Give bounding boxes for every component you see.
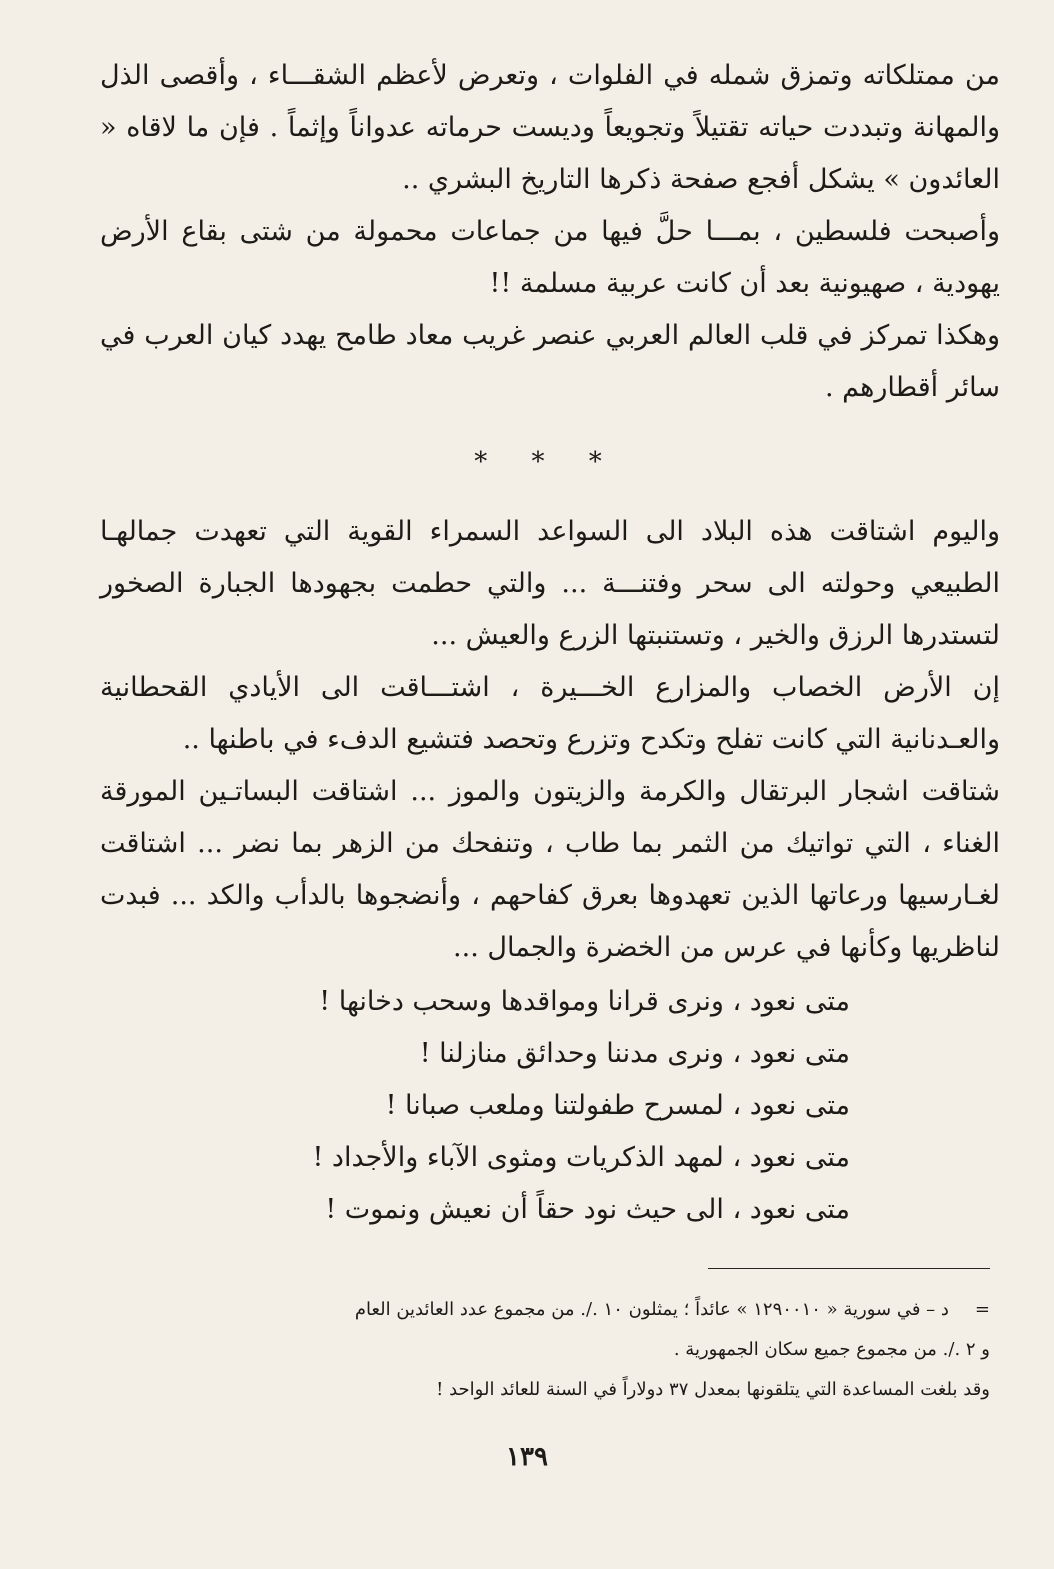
- when-do-we-return-verses: [100, 976, 850, 1236]
- verse-line: متى نعود ، الى حيث نود حقاً أن نعيش ونموت !: [325, 1194, 850, 1225]
- paragraph-palestine-became: [100, 206, 1000, 310]
- paragraph-orchards: [100, 766, 1000, 974]
- verse-line: متى نعود ، ونرى مدننا وحدائق منازلنا !: [419, 1038, 850, 1069]
- paragraph-text: شتاقت اشجار البرتقال والكرمة والزيتون والموز ... اشتاقت البساتـين المورقة الغناء ، التي تواتيك من الثمر بما طاب ، وتنفحك من الزهر بما نضر ... اشتاقت لغـارسيها ورعاتها الذين تعهدوها بعرق كفاحهم ، وأنضجوها بالدأب والكد ... فبدت لناظريها وكأنها في عرس من الخضرة والجمال ...: [100, 776, 1000, 963]
- paragraph-fertile-land: [100, 662, 1000, 766]
- verse-line: متى نعود ، ونرى قرانا ومواقدها وسحب دخانها !: [319, 986, 850, 1017]
- footnote-text: د – في سورية « ١٢٩٠٠١٠ » عائداً ؛ يمثلون ١٠ ./. من مجموع عدد العائدين العام: [354, 1299, 949, 1320]
- paragraph-refugees-suffering: [100, 50, 1000, 206]
- paragraph-text: إن الأرض الخصاب والمزارع الخـــيرة ، اشتـــاقت الى الأيادي القحطانية والعـدنانية التي كانت تفلح وتكدح وتزرع وتحصد فتشيع الدفء في باطنها ..: [100, 672, 1000, 755]
- footnotes: [100, 1290, 990, 1410]
- paragraph-text: وهكذا تمركز في قلب العالم العربي عنصر غريب معاد طامح يهدد كيان العرب في سائر أقطارهم .: [100, 320, 1000, 403]
- paragraph-text: واليوم اشتاقت هذه البلاد الى السواعد السمراء القوية التي تعهدت جمالهـا الطبيعي وحولته الى سحر وفتنـــة ... والتي حطمت بجهودها الجبارة الصخور لتستدرها الرزق والخير ، وتستنبتها الزرع والعيش ...: [100, 516, 1000, 651]
- verse-line: متى نعود ، لمهد الذكريات ومثوى الآباء والأجداد !: [312, 1142, 850, 1173]
- page-number: ١٣٩: [506, 1442, 548, 1472]
- footnote-line: و ٢ ./. من مجموع جميع سكان الجمهورية .: [673, 1339, 990, 1360]
- verse-line: متى نعود ، لمسرح طفولتنا وملعب صبانا !: [385, 1090, 850, 1121]
- footnote-line: وقد بلغت المساعدة التي يتلقونها بمعدل ٣٧ دولاراً في السنة للعائد الواحد !: [436, 1379, 990, 1400]
- paragraph-foreign-element: [100, 310, 1000, 414]
- footnote-divider: [708, 1268, 990, 1269]
- paragraph-text: من ممتلكاته وتمزق شمله في الفلوات ، وتعرض لأعظم الشقـــاء ، وأقصى الذل والمهانة وتبددت حياته تقتيلاً وتجويعاً وديست حرماته عدواناً وإثماً . فإن ما لاقاه « العائدون » يشكل أفجع صفحة ذكرها التاريخ البشري ..: [100, 60, 1000, 195]
- paragraph-land-longing: [100, 506, 1000, 662]
- paragraph-text: وأصبحت فلسطين ، بمـــا حلَّ فيها من جماعات محمولة من شتى بقاع الأرض يهودية ، صهيونية بعد أن كانت عربية مسلمة !!: [100, 216, 1000, 299]
- footnote-continuation-mark: =: [974, 1299, 990, 1320]
- section-separator: * * *: [474, 447, 620, 477]
- footnote-line: [100, 1290, 990, 1330]
